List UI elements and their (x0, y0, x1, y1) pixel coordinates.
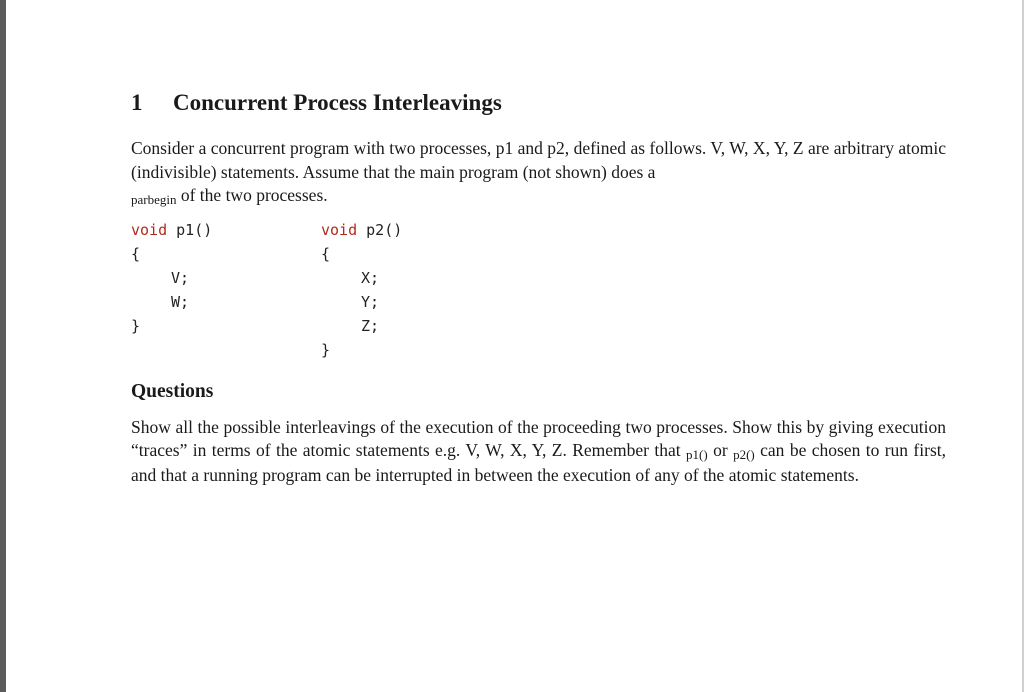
questions-text-3: can be chosen to run first, and that a running program can be interrupted in between the execution of any of the atomic statements. (131, 440, 946, 485)
page-content (131, 88, 946, 487)
parbegin-code: parbegin (131, 192, 177, 207)
p1-signature (131, 221, 212, 239)
p1-statement-w: W; (171, 292, 190, 311)
p2-keyword: void (321, 220, 358, 239)
questions-heading: Questions (131, 380, 214, 402)
p2-open-brace: { (321, 244, 331, 263)
p1-name: p1() (167, 220, 213, 239)
section-heading (131, 88, 946, 118)
p2-statement-y: Y; (361, 292, 380, 311)
p1-statement-v: V; (171, 268, 190, 287)
intro-paragraph (131, 137, 946, 209)
p2-close-brace: } (321, 340, 331, 359)
code-listing (131, 219, 946, 379)
section-number: 1 (131, 90, 143, 115)
questions-paragraph (131, 416, 946, 488)
questions-text-1: Show all the possible interleavings of the execution of the proceeding two processes. Show this by giving execution “traces” in terms of the atomic statements e.g. V, W, X, Y, Z. Remember that (131, 416, 946, 460)
p2-statement-x: X; (361, 268, 380, 287)
viewer-left-edge (0, 0, 6, 692)
p1-open-brace: { (131, 244, 141, 263)
p1-inline-code: p1() (686, 447, 708, 462)
intro-text-1: Consider a concurrent program with two processes, p1 and p2, defined as follows. V, W, X, Y, Z are arbitrary atomic (indivisible) statements. Assume that the main program (not shown) does a (131, 138, 946, 182)
p2-statement-z: Z; (361, 316, 380, 335)
questions-text-2: or (707, 440, 734, 460)
p2-name: p2() (357, 220, 403, 239)
p2-inline-code: p2() (733, 447, 755, 462)
intro-text-2: of the two processes. (176, 185, 328, 205)
p1-keyword: void (131, 220, 168, 239)
p2-signature (321, 221, 402, 239)
p1-close-brace: } (131, 316, 141, 335)
section-title: Concurrent Process Interleavings (173, 90, 502, 115)
